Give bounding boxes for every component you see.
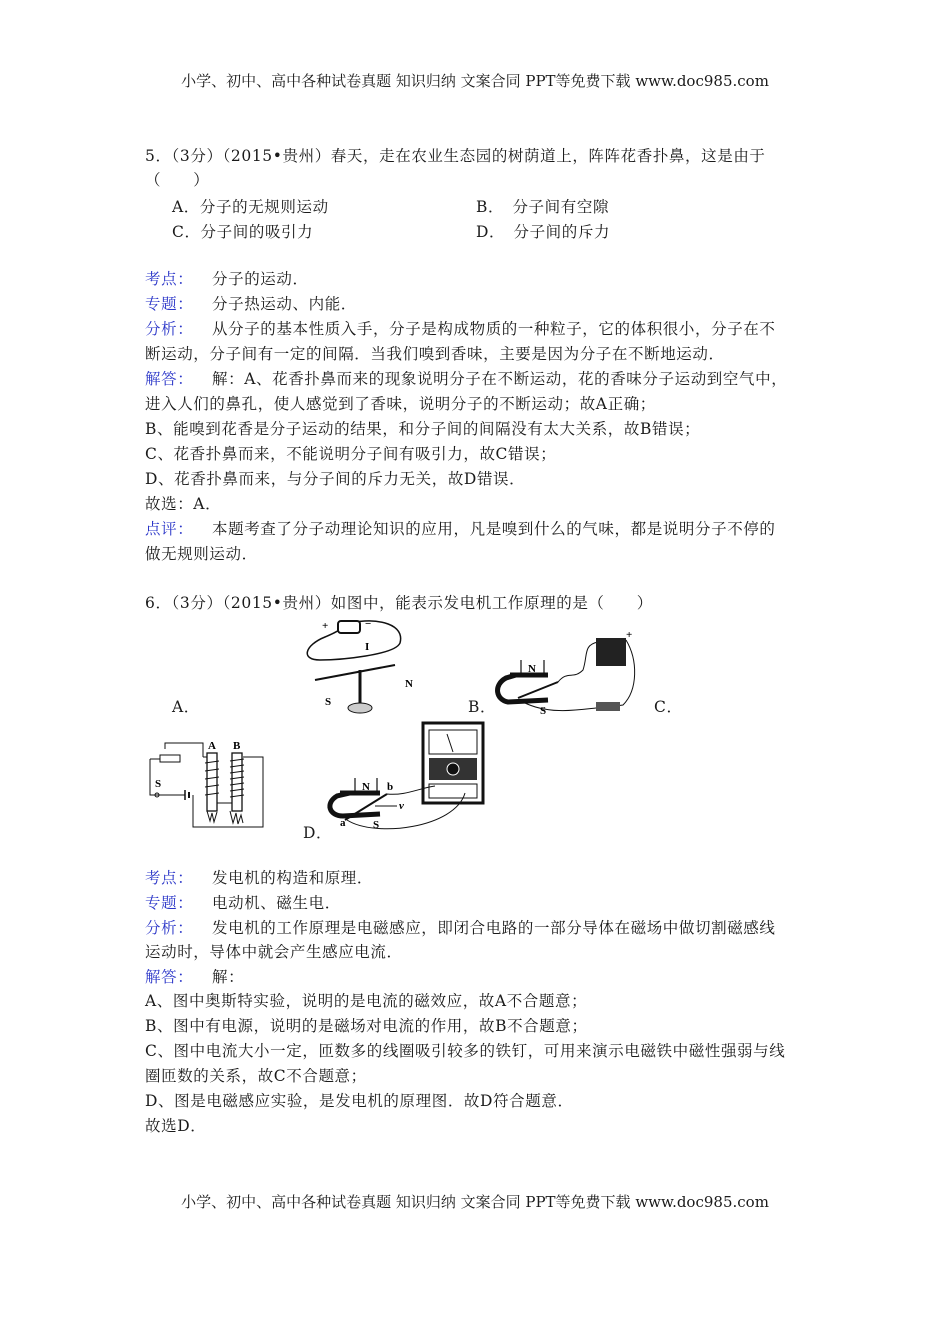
q5-jieda-line: C、花香扑鼻而来，不能说明分子间有吸引力，故C错误； xyxy=(145,445,557,463)
figure-induction xyxy=(325,718,485,833)
q6-option-c-label: C． xyxy=(654,698,683,716)
fig-d-v: v xyxy=(399,800,404,812)
q5-option-b: B． 分子间有空隙 xyxy=(476,198,610,216)
kaodian-label: 考点： xyxy=(145,869,194,887)
fig-a-plus: + xyxy=(322,620,329,632)
q5-option-a: A．分子的无规则运动 xyxy=(172,198,329,216)
q6-jieda-line: B、图中有电源，说明的是磁场对电流的作用，故B不合题意； xyxy=(145,1017,588,1035)
page-header: 小学、初中、高中各种试卷真题 知识归纳 文案合同 PPT等免费下载 www.doc985.com xyxy=(181,72,769,90)
q6-zhuanti xyxy=(145,893,341,913)
dianping-text: 本题考查了分子动理论知识的应用，凡是嗅到什么的气味，都是说明分子不停的 xyxy=(212,520,776,538)
q5-jieda-line: B、能嗅到花香是分子运动的结果，和分子间的间隔没有太大关系，故B错误； xyxy=(145,420,701,438)
q6-fenxi xyxy=(145,918,776,938)
fig-a-current: I xyxy=(365,641,370,653)
q6-jieda-line: C、图中电流大小一定，匝数多的线圈吸引较多的铁钉，可用来演示电磁铁中磁性强弱与线 xyxy=(145,1042,786,1060)
kaodian-text: 发电机的构造和原理． xyxy=(212,869,374,887)
q6-jieda-line: D、图是电磁感应实验，是发电机的原理图．故D符合题意． xyxy=(145,1092,574,1110)
jieda-text: 解： xyxy=(212,968,245,986)
q5-stem: 5．（3分）（2015•贵州）春天，走在农业生态园的树荫道上，阵阵花香扑鼻，这是由于 xyxy=(145,147,766,165)
fig-d-n: N xyxy=(362,781,370,793)
kaodian-label: 考点： xyxy=(145,270,194,288)
q6-jieda xyxy=(145,967,245,987)
dianping-label: 点评： xyxy=(145,520,194,538)
fig-d-a: a xyxy=(340,817,346,829)
fig-a-minus: − xyxy=(365,618,372,630)
q5-dianping xyxy=(145,519,776,539)
q6-kaodian xyxy=(145,868,374,888)
q5-zhuanti xyxy=(145,294,357,314)
jieda-text: 解：A、花香扑鼻而来的现象说明分子在不断运动，花的香味分子运动到空气中， xyxy=(212,370,788,388)
fig-b-plus: + xyxy=(626,629,633,641)
q5-option-c: C．分子间的吸引力 xyxy=(172,223,314,241)
zhuanti-label: 专题： xyxy=(145,894,194,912)
fig-d-b: b xyxy=(387,781,394,793)
fig-b-s: S xyxy=(540,705,547,717)
jieda-label: 解答： xyxy=(145,968,194,986)
fenxi-label: 分析： xyxy=(145,919,194,937)
zhuanti-text: 电动机、磁生电． xyxy=(212,894,341,912)
fig-c-s: S xyxy=(155,778,162,790)
q5-dianping-line: 做无规则运动． xyxy=(145,545,258,563)
q6-stem: 6．（3分）（2015•贵州）如图中，能表示发电机工作原理的是（ ） xyxy=(145,594,653,612)
figure-motor xyxy=(488,630,638,715)
q5-jieda xyxy=(145,369,788,389)
q6-fenxi-line: 运动时，导体中就会产生感应电流． xyxy=(145,943,403,961)
q6-option-d-label: D． xyxy=(303,824,333,842)
kaodian-text: 分子的运动． xyxy=(212,270,309,288)
fig-a-s: S xyxy=(325,696,332,708)
q5-kaodian xyxy=(145,269,309,289)
q5-fenxi-line: 断运动，分子间有一定的间隔．当我们嗅到香味，主要是因为分子在不断地运动． xyxy=(145,345,725,363)
q5-stem-bracket: （ ） xyxy=(145,171,210,189)
fig-c-a: A xyxy=(208,740,216,752)
zhuanti-text: 分子热运动、内能． xyxy=(212,295,357,313)
q5-fenxi xyxy=(145,319,776,339)
fig-b-n: N xyxy=(528,663,536,675)
page-footer: 小学、初中、高中各种试卷真题 知识归纳 文案合同 PPT等免费下载 www.doc985.com xyxy=(181,1193,769,1211)
fig-a-n: N xyxy=(405,678,413,690)
q6-option-b-label: B． xyxy=(468,698,497,716)
q6-jieda-line: A、图中奥斯特实验，说明的是电流的磁效应，故A不合题意； xyxy=(145,992,588,1010)
fenxi-text: 从分子的基本性质入手，分子是构成物质的一种粒子，它的体积很小，分子在不 xyxy=(212,320,776,338)
fig-c-b: B xyxy=(233,740,241,752)
fig-d-s: S xyxy=(373,819,380,831)
q5-option-d: D． 分子间的斥力 xyxy=(476,223,611,241)
q6-option-a-label: A． xyxy=(172,698,200,716)
zhuanti-label: 专题： xyxy=(145,295,194,313)
q6-answer: 故选D． xyxy=(145,1117,207,1135)
jieda-label: 解答： xyxy=(145,370,194,388)
figure-electromagnet xyxy=(145,735,265,835)
fenxi-text: 发电机的工作原理是电磁感应，即闭合电路的一部分导体在磁场中做切割磁感线 xyxy=(212,919,776,937)
fenxi-label: 分析： xyxy=(145,320,194,338)
q5-jieda-line: D、花香扑鼻而来，与分子间的斥力无关，故D错误． xyxy=(145,470,526,488)
q5-jieda-line: 进入人们的鼻孔，使人感觉到了香味，说明分子的不断运动；故A正确； xyxy=(145,395,656,413)
figure-oersted xyxy=(300,615,420,715)
q5-answer: 故选：A． xyxy=(145,495,222,513)
q6-jieda-line: 圈匝数的关系，故C不合题意； xyxy=(145,1067,367,1085)
